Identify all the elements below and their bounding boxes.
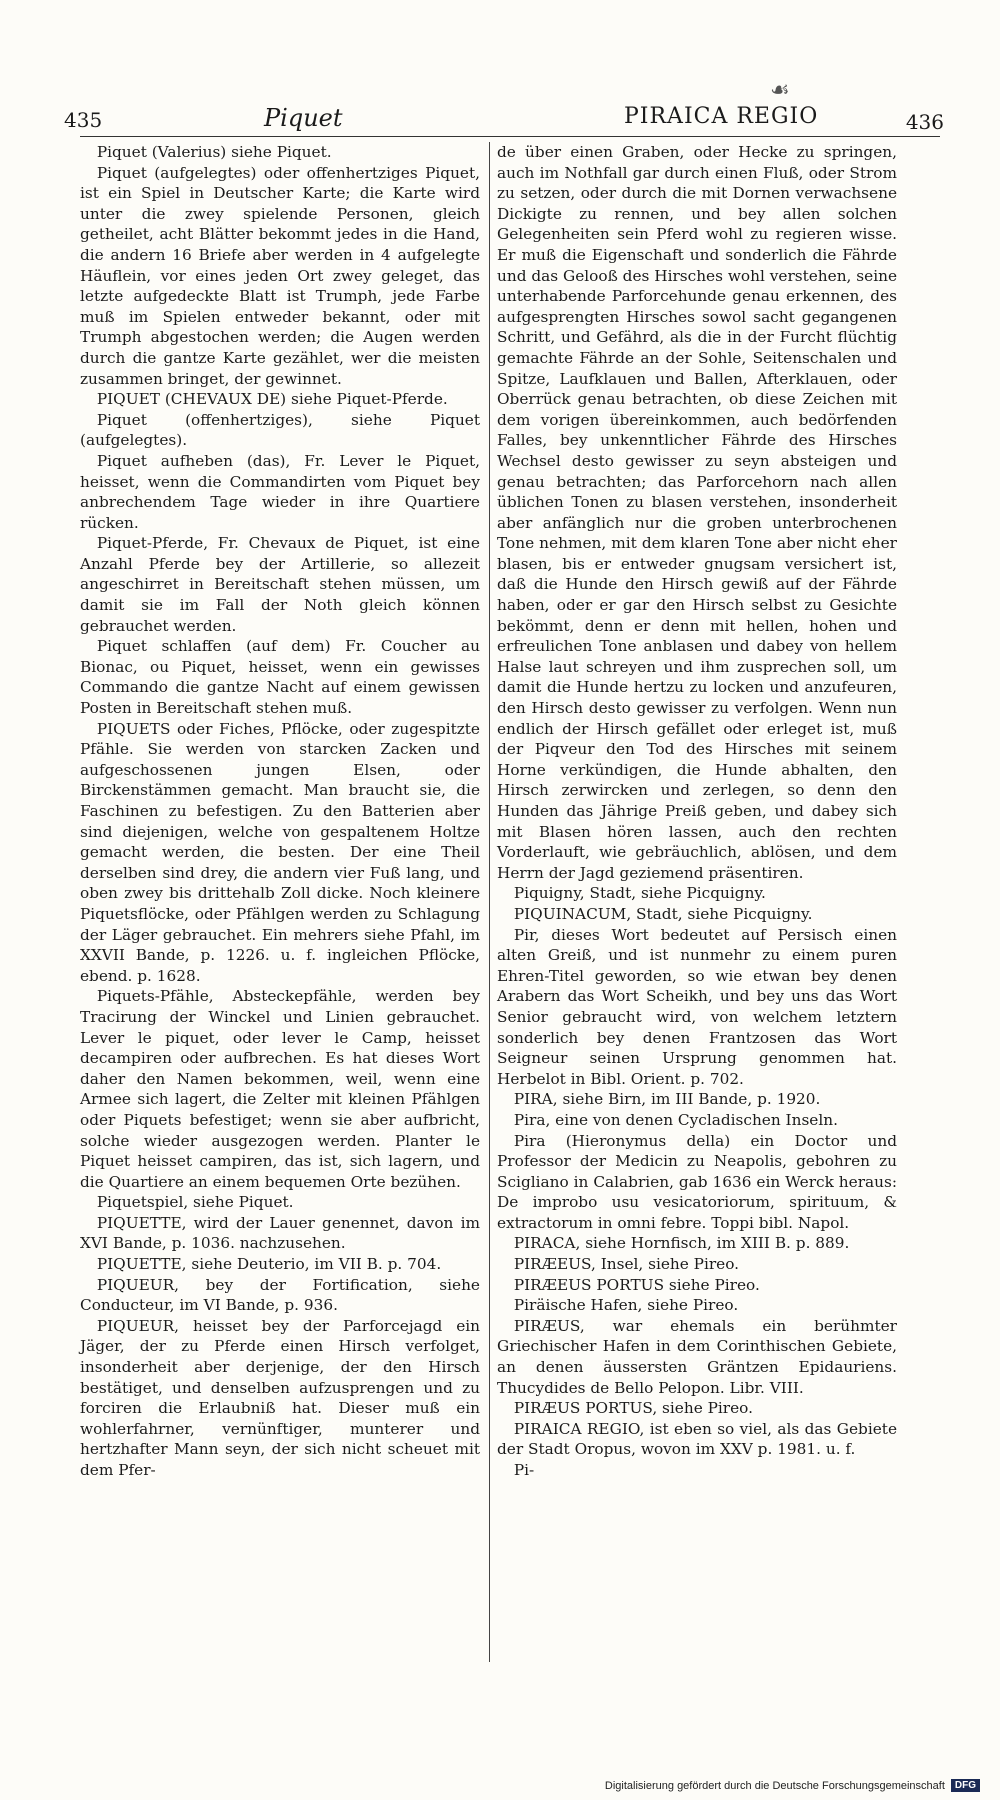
dictionary-entry: PIQUEUR, heisset bey der Parforcejagd ein Jäger, der zu Pferde einen Hirsch verfolget, insonderheit aber derjenige, der den Hirsch bestätiget, und denselben aufzusprengen und zu forciren die Erlaubniß hat. Dieser muß ein wohlerfahrner, vernünftiger, munterer und hertzhafter Mann seyn, der sich nicht scheuet mit dem Pfer-: [80, 1316, 480, 1479]
dictionary-entry: Piquet aufheben (das), Fr. Lever le Piquet, heisset, wenn die Commandirten vom Piquet bey anbrechendem Tage wieder in ihre Quartiere rücken.: [80, 451, 480, 532]
digitization-credit: [605, 1779, 980, 1792]
running-head-left: Piquet: [264, 104, 343, 132]
dictionary-entry: PIRÆUS PORTUS, siehe Pireo.: [513, 1399, 753, 1418]
dictionary-entry: PIRAICA REGIO, ist eben so viel, als das Gebiete der Stadt Oropus, wovon im XXV p. 1981. u. f.: [497, 1419, 897, 1459]
dictionary-entry: Piquigny, Stadt, siehe Picquigny.: [513, 884, 766, 903]
dictionary-entry: PIQUETS oder Fiches, Pflöcke, oder zugespitzte Pfähle. Sie werden von starcken Zacken und aufgeschossenen jungen Elsen, oder Birckenstämmen gemacht. Man braucht sie, die Faschinen zu befestigen. Zu den Batterien aber sind diejenigen, welche von gespaltenem Holtze gemacht werden, die besten. Der eine Theil derselben sind drey, die andern vier Fuß lang, und oben zwey bis drittehalb Zoll dicke. Noch kleinere Piquetsflöcke, oder Pfählgen werden zu Schlagung der Läger gebrauchet. Ein mehrers siehe Pfahl, im XXVII Bande, p. 1226. u. f. ingleichen Pflöcke, ebend. p. 1628.: [80, 719, 480, 985]
dictionary-entry: Pir, dieses Wort bedeutet auf Persisch einen alten Greiß, und ist nunmehr zu einem puren Ehren-Titel geworden, so wie etwan bey denen Arabern das Wort Scheikh, und bey uns das Wort Senior gebraucht wird, von welchem letztern sonderlich bey denen Frantzosen das Wort Seigneur seinen Ursprung genommen hat. Herbelot in Bibl. Orient. p. 702.: [497, 925, 897, 1088]
ornament-icon: ☙: [770, 78, 790, 103]
dictionary-entry: PIQUETTE, wird der Lauer genennet, davon im XVI Bande, p. 1036. nachzusehen.: [80, 1213, 480, 1253]
left-column: [80, 142, 480, 1481]
dictionary-entry: Piquet-Pferde, Fr. Chevaux de Piquet, ist eine Anzahl Pferde bey der Artillerie, so allezeit angeschirret in Bereitschaft stehen müssen, um damit sie im Fall der Noth gleich können gebrauchet werden.: [80, 534, 480, 635]
dictionary-entry: PIRA, siehe Birn, im III Bande, p. 1920.: [513, 1090, 821, 1109]
dictionary-entry: de über einen Graben, oder Hecke zu springen, auch im Nothfall gar durch einen Fluß, oder Strom zu setzen, oder durch die mit Dornen verwachsene Dickigte zu rennen, und bey allen solchen Gelegenheiten sein Pferd wohl zu regieren wisse. Er muß die Eigenschaft und sonderlich die Fährde und das Gelooß des Hirsches wohl verstehen, seine unterhabende Parforcehunde genau erkennen, des aufgesprengten Hirsches sowol sacht gegangenen Schritt, und Gefährd, als die in der Furcht flüchtig gemachte Fährde an der Sohle, Seitenschalen und Spitze, Laufklauen und Ballen, Afterklauen, oder Oberrück genau betrachten, ob diese Zeichen mit dem vorigen übereinkommen, auch bedörfenden Falles, bey unkenntlicher Fährde des Hirsches Wechsel desto gewisser zu seyn absteigen und genau betrachten; das Parforcehorn nach allen üblichen Tonen zu blasen verstehen, insonderheit aber anfänglich nur die groben unterbrochenen Tone nehmen, mit dem klaren Tone aber nicht eher blasen, bis er entweder gnugsam versichert ist, daß die Hunde den Hirsch gewiß auf der Fährde haben, oder er gar den Hirsch selbst zu Gesichte bekömmt, denn er denn mit hellen, hohen und erfreulichen Tone anblasen und dabey von hellem Halse laut schreyen und ihm zusprechen soll, um damit die Hunde hertzu zu locken und anzufeuren, den Hirsch desto gewisser zu verfolgen. Wenn nun endlich der Hirsch gefället oder erleget ist, muß der Piqveur den Tod des Hirsches mit seinem Horne verkündigen, die Hunde abhalten, den Hirsch zerwircken und zerlegen, so denn den Hunden das Jährige Preiß geben, und dabey sich mit Blasen hören lassen, auch den rechten Vorderlauft, wie gebräuchlich, ablösen, und dem Herrn der Jagd geziemend präsentiren.: [497, 143, 897, 882]
page-header: [64, 100, 944, 136]
dictionary-entry: Piquet (Valerius) siehe Piquet.: [96, 143, 332, 161]
running-head-right: PIRAICA REGIO: [624, 104, 819, 129]
dictionary-entry: Pi-: [513, 1461, 535, 1479]
right-column: [497, 142, 897, 1481]
dfg-logo: DFG: [951, 1779, 980, 1792]
dictionary-entry: Piquetspiel, siehe Piquet.: [96, 1193, 294, 1212]
page-number-left: 435: [64, 108, 103, 132]
dictionary-entry: PIQUETTE, siehe Deuterio, im VII B. p. 704.: [96, 1255, 442, 1274]
credit-text: Digitalisierung gefördert durch die Deutsche Forschungsgemeinschaft: [604, 1779, 945, 1792]
column-divider: [489, 142, 490, 1662]
dictionary-entry: Piquet (aufgelegtes) oder offenhertziges Piquet, ist ein Spiel in Deutscher Karte; die Karte wird unter die zwey spielende Personen, gleich getheilet, acht Blätter bekommt jedes in die Hand, die andern 16 Briefe aber werden in 4 aufgelegte Häuflein, vor eines jeden Ort zwey geleget, das letzte aufgedeckte Blatt ist Trumph, jede Farbe muß im Spielen entweder bekannt, oder mit Trumph abgestochen werden; die Augen werden durch die gantze Karte gezählet, wer die meisten zusammen bringet, der gewinnet.: [80, 163, 480, 388]
dictionary-entry: PIQUINACUM, Stadt, siehe Picquigny.: [513, 904, 813, 923]
dictionary-entry: Piquet (offenhertziges), siehe Piquet (aufgelegtes).: [80, 410, 480, 450]
header-rule: [80, 136, 940, 137]
dictionary-entry: PIRÆEUS PORTUS siehe Pireo.: [513, 1275, 760, 1294]
dictionary-entry: PIQUEUR, bey der Fortification, siehe Conducteur, im VI Bande, p. 936.: [80, 1275, 480, 1315]
dictionary-entry: Pira, eine von denen Cycladischen Inseln.: [513, 1110, 838, 1129]
dictionary-entry: PIRÆUS, war ehemals ein berühmter Griechischer Hafen in dem Corinthischen Gebiete, an denen äussersten Gräntzen Epidauriens. Thucydides de Bello Pelopon. Libr. VIII.: [497, 1316, 897, 1397]
dictionary-entry: Piräische Hafen, siehe Pireo.: [513, 1296, 739, 1315]
dictionary-entry: Piquet schlaffen (auf dem) Fr. Coucher au Bionac, ou Piquet, heisset, wenn ein gewisses Commando die gantze Nacht auf einem gewissen Posten in Bereitschaft stehen muß.: [80, 637, 480, 718]
dictionary-entry: PIRÆEUS, Insel, siehe Pireo.: [513, 1255, 740, 1274]
dictionary-entry: PIQUET (CHEVAUX DE) siehe Piquet-Pferde.: [96, 390, 448, 409]
page-number-right: 436: [905, 110, 944, 134]
dictionary-entry: Piquets-Pfähle, Absteckepfähle, werden bey Tracirung der Winckel und Linien gebrauchet. Lever le piquet, oder lever le Camp, heisset decampiren oder aufbrechen. Es hat dieses Wort daher den Namen bekommen, weil, wenn eine Armee sich lagert, die Zelter mit kleinen Pfählgen oder Piquets befestiget; wenn sie aber aufbricht, solche wieder ausgezogen werden. Planter le Piquet heisset campiren, das ist, sich lagern, und die Quartiere an einem bequemen Orte bezühen.: [80, 987, 480, 1191]
dictionary-entry: Pira (Hieronymus della) ein Doctor und Professor der Medicin zu Neapolis, gebohren zu Scigliano in Calabrien, gab 1636 ein Werck heraus: De improbo usu vesicatoriorum, spirituum, & extractorum in omni febre. Toppi bibl. Napol.: [497, 1131, 897, 1232]
dictionary-entry: PIRACA, siehe Hornfisch, im XIII B. p. 889.: [513, 1234, 850, 1253]
